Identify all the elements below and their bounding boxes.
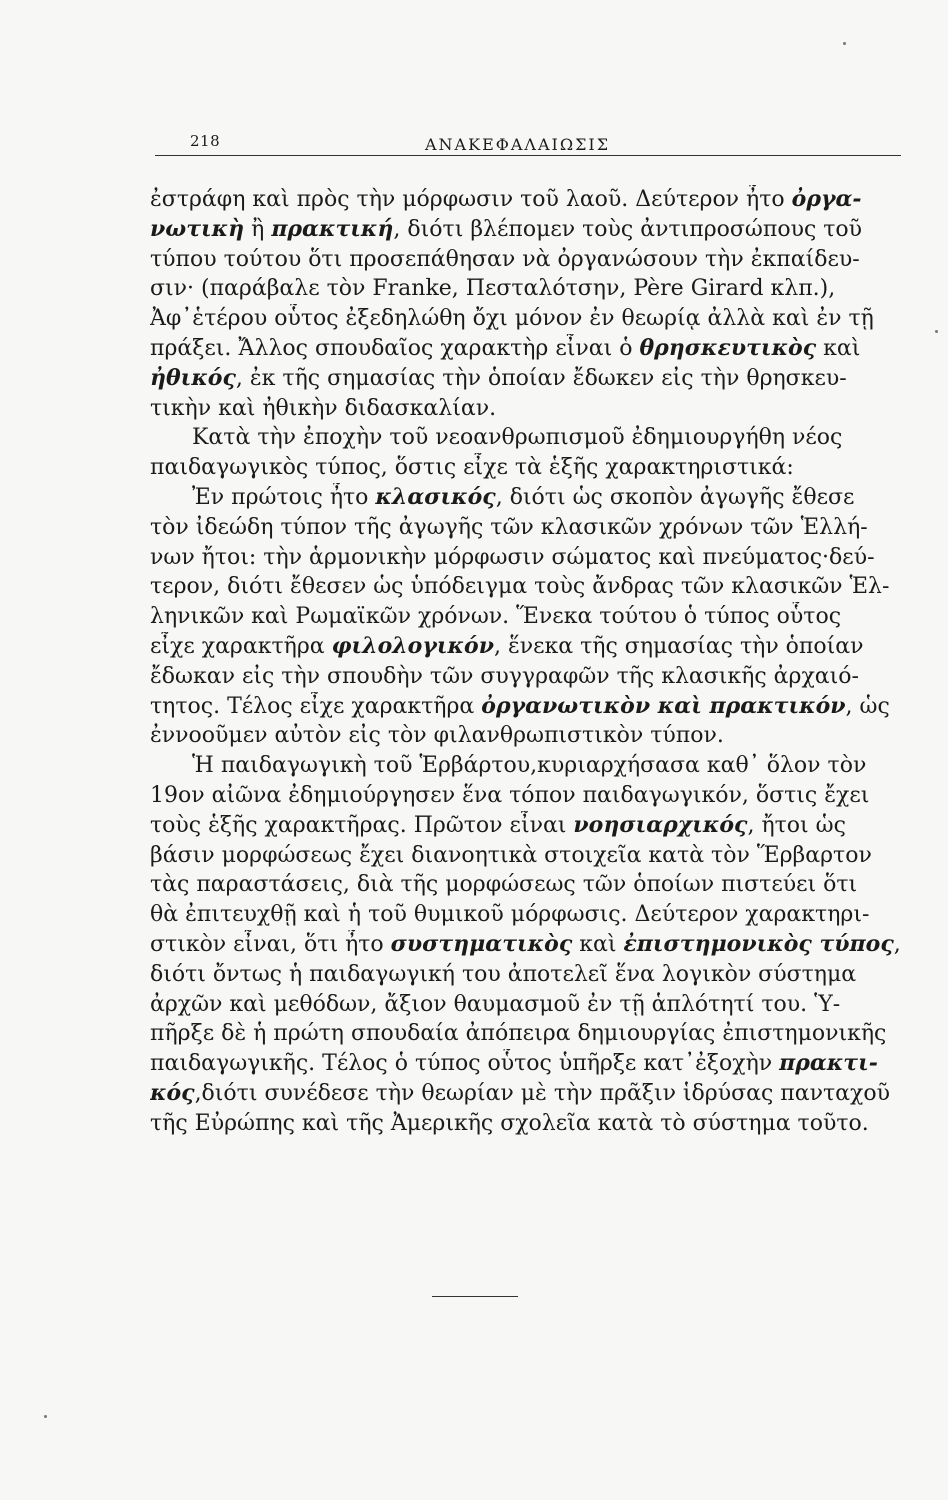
text-line (150, 1019, 910, 1049)
text-line (150, 394, 910, 424)
text-run: , ὡς (845, 693, 890, 719)
text-line (150, 1109, 910, 1139)
end-rule (432, 1296, 518, 1297)
emphasized-term: θρησκευτικὸς (639, 334, 817, 361)
text-run: 19ον αἰῶνα ἐδημιούργησεν ἕνα τόπον παιδαγωγικόν, ὅστις ἔχει (150, 782, 870, 808)
emphasized-term: πρακτι- (779, 1050, 878, 1077)
paper-speck (935, 330, 938, 333)
text-line (150, 632, 910, 662)
text-run: καὶ (816, 335, 861, 361)
text-line (150, 811, 910, 841)
text-line (150, 602, 910, 632)
running-head: ΑΝΑΚΕΦΑΛΑΙΩΣΙΣ (425, 135, 611, 154)
text-run: ληνικῶν καὶ Ρωμαϊκῶν χρόνων. Ἕνεκα τούτου ὁ τύπος οὗτος (150, 604, 842, 630)
emphasized-term: νωτικὴ (150, 215, 245, 242)
text-run: Ἐν πρώτοις ἦτο (192, 484, 376, 510)
emphasized-term: συστηματικὸς (390, 930, 573, 957)
emphasized-term: κλασικός (375, 483, 496, 510)
emphasized-term: ἐπιστημονικὸς τύπος (623, 930, 894, 957)
text-run: νων ἤτοι: τὴν ἁρμονικὴν μόρφωσιν σώματος καὶ πνεύματος·δεύ- (150, 544, 875, 570)
text-run: τητος. Τέλος εἶχε χαρακτῆρα (150, 693, 482, 719)
emphasized-term: ὀργα- (791, 186, 862, 212)
text-run: τὰς παραστάσεις, διὰ τῆς μορφώσεως τῶν ὁποίων πιστεύει ὅτι (150, 872, 858, 898)
text-line (150, 1049, 910, 1079)
page-number: 218 (190, 132, 221, 150)
text-run: Κατὰ τὴν ἐποχὴν τοῦ νεοανθρωπισμοῦ ἐδημιουργήθη νέος (192, 425, 843, 451)
text-line (150, 721, 910, 751)
text-run: , διότι ὡς σκοπὸν ἀγωγῆς ἔθεσε (495, 484, 855, 510)
text-line (150, 423, 910, 453)
text-run: , (893, 931, 901, 957)
text-line (150, 692, 910, 722)
text-run: εἶχε χαρακτῆρα (150, 633, 332, 659)
text-line (150, 1079, 910, 1109)
text-line (150, 572, 910, 602)
paper-speck (44, 1415, 47, 1418)
emphasized-term: φιλολογικόν (331, 632, 494, 659)
text-run: Ἡ παιδαγωγικὴ τοῦ Ἑρβάρτου,κυριαρχήσασα καθ᾽ ὅλον τὸν (192, 753, 867, 779)
text-run: παιδαγωγικὸς τύπος, ὅστις εἶχε τὰ ἑξῆς χαρακτηριστικά: (150, 455, 794, 481)
text-line (150, 513, 910, 543)
text-run: Ἀφ᾽ἑτέρου οὗτος ἐξεδηλώθη ὄχι μόνον ἐν θεωρίᾳ ἀλλὰ καὶ ἐν τῇ (150, 306, 874, 332)
text-line (150, 453, 910, 483)
text-line (150, 245, 910, 275)
text-run: τύπου τούτου ὅτι προσεπάθησαν νὰ ὀργανώσουν τὴν ἐκπαίδευ- (150, 246, 860, 272)
text-run: βάσιν μορφώσεως ἔχει διανοητικὰ στοιχεῖα κατὰ τὸν Ἕρβαρτον (150, 842, 872, 868)
text-run: τοὺς ἑξῆς χαρακτῆρας. Πρῶτον εἶναι (150, 812, 574, 838)
text-run: ἔδωκαν εἰς τὴν σπουδὴν τῶν συγγραφῶν τῆς κλασικῆς ἀρχαιό- (150, 663, 859, 689)
emphasized-term: ὀργανωτικὸν καὶ πρακτικόν (481, 692, 846, 719)
page-header (155, 128, 901, 160)
text-line (150, 900, 910, 930)
text-run: ,διότι συνέδεσε τὴν θεωρίαν μὲ τὴν πρᾶξιν ἱδρύσας πανταχοῦ (194, 1080, 890, 1106)
header-rule (155, 155, 901, 156)
text-run: , ἐκ τῆς σημασίας τὴν ὁποίαν ἔδωκεν εἰς τὴν θρησκευ- (235, 365, 847, 391)
text-run: διότι ὄντως ἡ παιδαγωγική του ἀποτελεῖ ἕνα λογικὸν σύστημα (150, 961, 857, 987)
text-line (150, 334, 910, 364)
text-line (150, 364, 910, 394)
text-run: ἐστράφη καὶ πρὸς τὴν μόρφωσιν τοῦ λαοῦ. Δεύτερον ἦτο (150, 187, 792, 212)
text-run: καὶ (572, 931, 624, 957)
text-line (150, 185, 910, 215)
emphasized-term: πρακτική (271, 215, 394, 242)
text-line (150, 841, 910, 871)
text-run: τερον, διότι ἔθεσεν ὡς ὑπόδειγμα τοὺς ἄνδρας τῶν κλασικῶν Ἑλ- (150, 574, 890, 600)
text-run: ἢ (244, 216, 272, 242)
text-line (150, 870, 910, 900)
text-run: πῆρξε δὲ ἡ πρώτη σπουδαία ἀπόπειρα δημιουργίας ἐπιστημονικῆς (150, 1021, 887, 1047)
text-line (150, 483, 910, 513)
text-line (150, 990, 910, 1020)
text-run: τὸν ἰδεώδη τύπον τῆς ἀγωγῆς τῶν κλασικῶν χρόνων τῶν Ἑλλή- (150, 514, 868, 540)
text-line (150, 960, 910, 990)
text-run: σιν· (παράβαλε τὸν Franke, Πεσταλότσην, Père Girard κλπ.), (150, 276, 836, 302)
text-run: πράξει. Ἄλλος σπουδαῖος χαρακτὴρ εἶναι ὁ (150, 335, 640, 361)
text-run: ἐννοοῦμεν αὐτὸν εἰς τὸν φιλανθρωπιστικὸν τύπον. (150, 723, 724, 749)
text-run: τικὴν καὶ ἠθικὴν διδασκαλίαν. (150, 395, 497, 421)
text-run: στικὸν εἶναι, ὅτι ἦτο (150, 931, 391, 957)
text-run: τῆς Εὐρώπης καὶ τῆς Ἀμερικῆς σχολεῖα κατὰ τὸ σύστημα τοῦτο. (150, 1110, 869, 1136)
paper-speck (843, 42, 846, 45)
emphasized-term: ἠθικός (150, 364, 236, 391)
text-run: παιδαγωγικῆς. Τέλος ὁ τύπος οὗτος ὑπῆρξε κατ᾽ἐξοχὴν (150, 1051, 780, 1077)
text-line (150, 215, 910, 245)
text-line (150, 274, 910, 304)
text-run: θὰ ἐπιτευχθῇ καὶ ἡ τοῦ θυμικοῦ μόρφωσις. Δεύτερον χαρακτηρι- (150, 902, 870, 928)
text-line (150, 304, 910, 334)
text-line (150, 751, 910, 781)
text-line (150, 662, 910, 692)
text-run: , διότι βλέπομεν τοὺς ἀντιπροσώπους τοῦ (393, 216, 863, 242)
body-text (150, 185, 910, 1139)
text-run: , ἤτοι ὡς (747, 812, 846, 838)
text-line (150, 930, 910, 960)
emphasized-term: νοησιαρχικός (573, 811, 748, 838)
text-run: ἀρχῶν καὶ μεθόδων, ἄξιον θαυμασμοῦ ἐν τῇ ἁπλότητί του. Ὑ- (150, 991, 841, 1017)
emphasized-term: κός (150, 1079, 195, 1106)
text-line (150, 543, 910, 573)
text-run: , ἕνεκα τῆς σημασίας τὴν ὁποίαν (493, 633, 864, 659)
text-line (150, 781, 910, 811)
